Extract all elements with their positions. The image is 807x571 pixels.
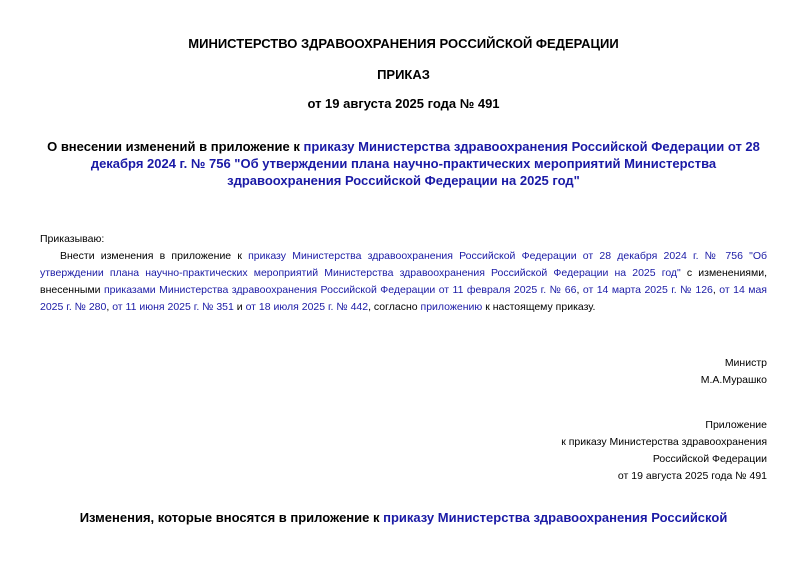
- order-intro: Приказываю:: [40, 233, 105, 245]
- body-text-6: и: [233, 301, 246, 313]
- body-link-order-756[interactable]: приказу Министерства здравоохранения Российской Федерации от 28 декабря 2024 г. № 756 "Об утверждении плана научно-практических мероприятий Министерства здравоохранения Российской Федерации на 2025 год": [40, 250, 767, 279]
- body-link-order-351[interactable]: от 11 июня 2025 г. № 351: [112, 301, 234, 313]
- appendix-line-2: к приказу Министерства здравоохранения: [561, 436, 767, 448]
- body-text-8: к настоящему приказу.: [482, 301, 596, 313]
- body-text-2: с изменениями, внесенными: [40, 267, 767, 296]
- signature-name: М.А.Мурашко: [700, 374, 767, 386]
- ministry-name: МИНИСТЕРСТВО ЗДРАВООХРАНЕНИЯ РОССИЙСКОЙ ФЕДЕРАЦИИ: [188, 36, 619, 51]
- body-text-4: ,: [712, 284, 720, 296]
- changes-heading-prefix: Изменения, которые вносятся в приложение к: [79, 510, 384, 525]
- appendix-line-1: Приложение: [705, 419, 767, 431]
- signature-block: [701, 355, 767, 389]
- document-subject: [40, 138, 767, 189]
- body-link-appendix[interactable]: приложению: [420, 301, 483, 313]
- subject-prefix: О внесении изменений в приложение к: [47, 139, 304, 154]
- document-title: ПРИКАЗ: [377, 67, 430, 82]
- changes-heading-link[interactable]: приказу Министерства здравоохранения Российской: [383, 510, 728, 525]
- body-text-1: Внести изменения в приложение к: [60, 250, 249, 262]
- appendix-line-3: Российской Федерации: [652, 453, 767, 465]
- signature-position: Министр: [724, 357, 767, 369]
- body-link-order-280[interactable]: от 14 мая 2025 г. № 280: [40, 284, 767, 313]
- body-text-7: , согласно: [368, 301, 421, 313]
- body-link-order-126[interactable]: от 14 марта 2025 г. № 126: [582, 284, 713, 296]
- body-link-order-442[interactable]: от 18 июля 2025 г. № 442: [245, 301, 369, 313]
- body-link-order-66[interactable]: приказами Министерства здравоохранения Российской Федерации от 11 февраля 2025 г. № 66: [103, 284, 577, 296]
- body-text-3: ,: [576, 284, 583, 296]
- appendix-header: [561, 417, 767, 485]
- order-body-paragraph: [40, 248, 767, 316]
- document-date-number: от 19 августа 2025 года № 491: [307, 96, 500, 111]
- appendix-line-4: от 19 августа 2025 года № 491: [617, 470, 767, 482]
- changes-heading: [0, 510, 807, 525]
- subject-link-order-756[interactable]: приказу Министерства здравоохранения Российской Федерации от 28 декабря 2024 г. № 756 "Об утверждении плана научно-практических мероприятий Министерства здравоохранения Российской Федерации на 2025 год": [90, 139, 760, 188]
- body-text-5: ,: [106, 301, 113, 313]
